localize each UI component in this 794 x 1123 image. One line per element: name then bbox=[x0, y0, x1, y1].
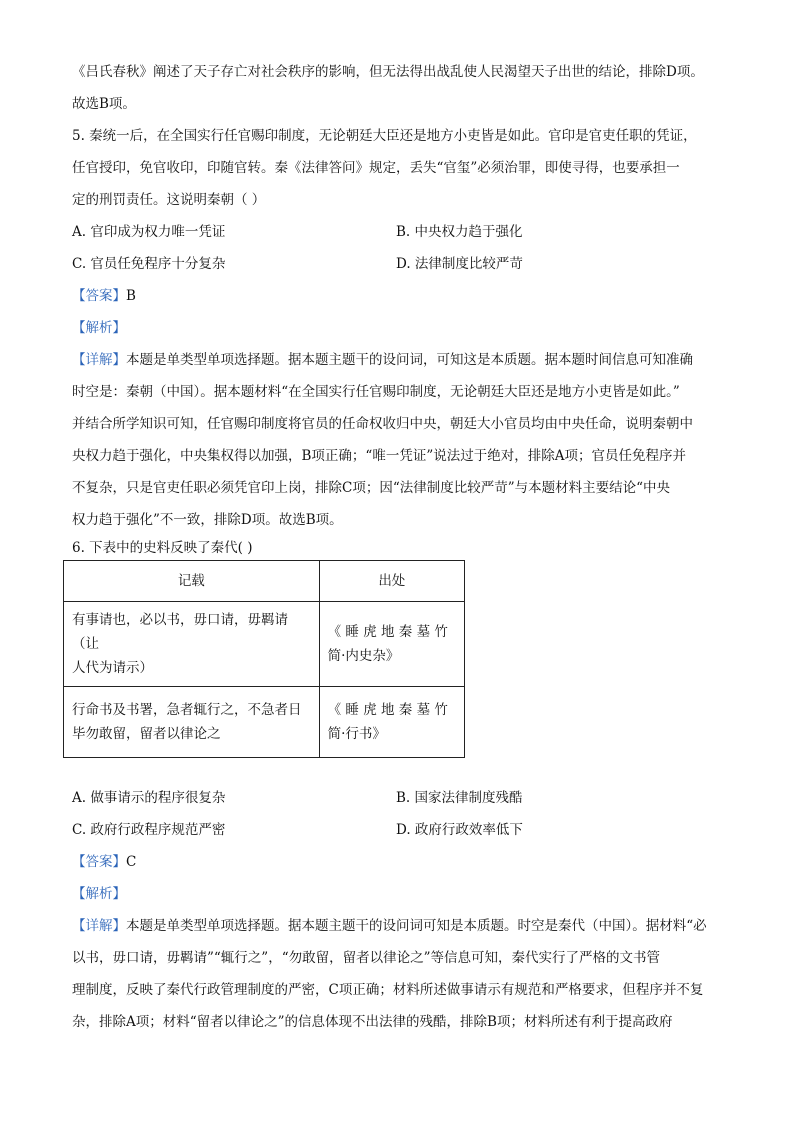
record-line: 有事请也，必以书，毋口请，毋羁请（让 bbox=[72, 612, 288, 652]
table-cell-record bbox=[64, 602, 320, 687]
source-line: 《 睡 虎 地 秦 墓 竹 bbox=[327, 624, 448, 640]
q6-option-a: A. 做事请示的程序很复杂 bbox=[72, 790, 226, 806]
q6-option-c: C. 政府行政程序规范严密 bbox=[72, 822, 226, 838]
q6-detail-line-4: 杂，排除A项；材料“留者以律论之”的信息体现不出法律的残酷，排除B项；材料所述有利于提高政府 bbox=[72, 1014, 673, 1030]
table-header-record: 记载 bbox=[64, 561, 320, 602]
record-line: 行命书及书署，急者辄行之，不急者日 bbox=[72, 702, 302, 718]
q5-detail-line-2: 时空是：秦朝（中国）。据本题材料“在全国实行任官赐印制度，无论朝廷大臣还是地方小吏皆是如此。” bbox=[72, 384, 680, 400]
source-line: 《 睡 虎 地 秦 墓 竹 bbox=[327, 702, 448, 718]
table-header-row bbox=[64, 561, 465, 602]
q5-answer-value: B bbox=[126, 288, 136, 304]
q5-stem-line-2: 任官授印，免官收印，印随官转。秦《法律答问》规定，丢失“官玺”必须治罪，即使寻得，也要承担一 bbox=[72, 160, 680, 176]
q6-source-table bbox=[63, 560, 465, 758]
table-cell-source bbox=[319, 602, 464, 687]
table-cell-source bbox=[319, 687, 464, 758]
q6-detail-line-1 bbox=[72, 916, 707, 936]
record-line: 毕勿敢留，留者以律论之 bbox=[72, 726, 221, 742]
q6-detail-line-3: 理制度，反映了秦代行政管理制度的严密，C项正确；材料所述做事请示有规范和严格要求，但程序并不复 bbox=[72, 982, 704, 998]
q5-answer-tag: 【答案】 bbox=[72, 288, 126, 304]
q6-stem: 6. 下表中的史料反映了秦代( ) bbox=[72, 540, 253, 556]
q5-analysis-tag: 【解析】 bbox=[72, 320, 126, 336]
prev-analysis-line-1: 《吕氏春秋》阐述了天子存亡对社会秩序的影响，但无法得出战乱使人民渴望天子出世的结论，排除D项。 bbox=[72, 64, 704, 80]
q5-option-a: A. 官印成为权力唯一凭证 bbox=[72, 224, 226, 240]
table-header-source: 出处 bbox=[319, 561, 464, 602]
q6-answer-tag: 【答案】 bbox=[72, 854, 126, 870]
q5-detail-line-4: 央权力趋于强化，中央集权得以加强，B项正确；“唯一凭证”说法过于绝对，排除A项；官员任免程序并 bbox=[72, 448, 686, 464]
q5-detail-text-1: 本题是单类型单项选择题。据本题主题干的设问词，可知这是本质题。据本题时间信息可知准确 bbox=[126, 352, 693, 368]
q5-option-b: B. 中央权力趋于强化 bbox=[396, 224, 523, 240]
q5-option-c: C. 官员任免程序十分复杂 bbox=[72, 256, 226, 272]
table-row bbox=[64, 602, 465, 687]
q6-option-b: B. 国家法律制度残酷 bbox=[396, 790, 523, 806]
q6-option-d: D. 政府行政效率低下 bbox=[396, 822, 523, 838]
record-line: 人代为请示） bbox=[72, 660, 153, 676]
q5-answer bbox=[72, 286, 136, 306]
source-line: 简·内史杂》 bbox=[327, 648, 400, 664]
q6-detail-text-1: 本题是单类型单项选择题。据本题主题干的设问词可知是本质题。时空是秦代（中国）。据材料“必 bbox=[126, 918, 707, 934]
q5-stem-line-1: 5. 秦统一后，在全国实行任官赐印制度，无论朝廷大臣还是地方小吏皆是如此。官印是官吏任职的凭证， bbox=[72, 128, 697, 144]
q5-detail-line-3: 并结合所学知识可知，任官赐印制度将官员的任命权收归中央，朝廷大小官员均由中央任命，说明秦朝中 bbox=[72, 416, 693, 432]
q5-stem-line-3: 定的刑罚责任。这说明秦朝（ ） bbox=[72, 192, 266, 208]
q6-analysis-tag: 【解析】 bbox=[72, 886, 126, 902]
q5-option-d: D. 法律制度比较严苛 bbox=[396, 256, 523, 272]
q6-answer bbox=[72, 852, 136, 872]
table-cell-record bbox=[64, 687, 320, 758]
prev-analysis-line-2: 故选B项。 bbox=[72, 96, 136, 112]
table-row bbox=[64, 687, 465, 758]
q5-detail-line-1 bbox=[72, 350, 693, 370]
q6-answer-value: C bbox=[126, 854, 137, 870]
q6-detail-line-2: 以书，毋口请，毋羁请”“辄行之”，“勿敢留，留者以律论之”等信息可知，秦代实行了严格的文书管 bbox=[72, 950, 661, 966]
q5-detail-line-6: 权力趋于强化”不一致，排除D项。故选B项。 bbox=[72, 512, 343, 528]
q6-detail-tag: 【详解】 bbox=[72, 918, 126, 934]
source-line: 简·行书》 bbox=[327, 726, 386, 742]
q5-detail-line-5: 不复杂，只是官吏任职必须凭官印上岗，排除C项；因“法律制度比较严苛”与本题材料主要结论“中央 bbox=[72, 480, 671, 496]
q5-detail-tag: 【详解】 bbox=[72, 352, 126, 368]
